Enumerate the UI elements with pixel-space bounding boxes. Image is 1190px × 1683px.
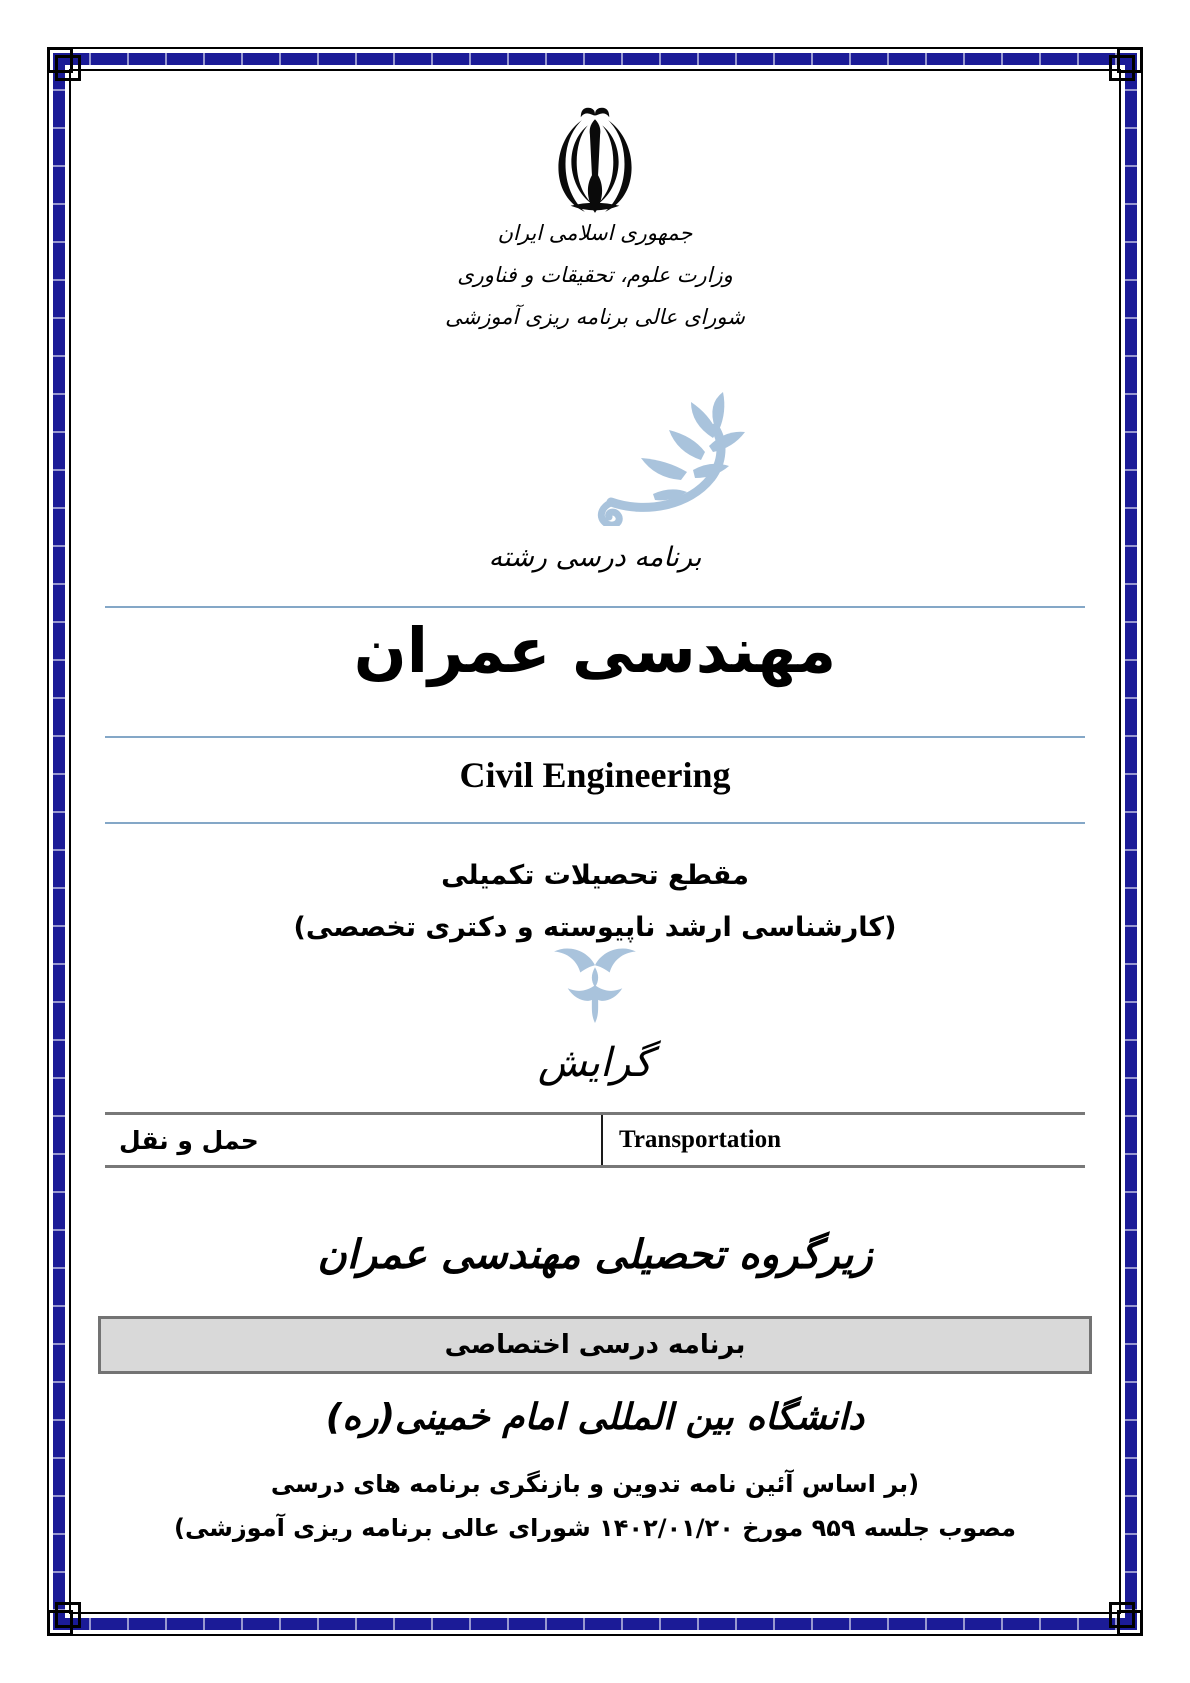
orientation-table — [105, 1112, 1085, 1168]
page-border-band-top — [53, 53, 1137, 65]
gov-line-ministry: وزارت علوم، تحقیقات و فناوری — [457, 263, 733, 287]
orientation-cell-fa: حمل و نقل — [119, 1125, 259, 1155]
orientation-label: گرایش — [537, 1040, 653, 1086]
banner-label: برنامه درسی اختصاصی — [444, 1330, 746, 1360]
university-line: دانشگاه بین المللی امام خمینی(ره) — [325, 1397, 865, 1438]
corner-knot-bottom-left-inner — [55, 1602, 81, 1628]
gov-line-council: شورای عالی برنامه ریزی آموزشی — [445, 305, 745, 329]
divider-rule-1 — [105, 606, 1085, 608]
approval-note-line-1: (بر اساس آئین نامه تدوین و بازنگری برنامه های درسی — [270, 1470, 920, 1498]
gov-line-republic: جمهوری اسلامی ایران — [497, 221, 693, 245]
corner-knot-bottom-right-inner — [1109, 1602, 1135, 1628]
degree-level-line: مقطع تحصیلات تکمیلی — [441, 860, 749, 891]
orientation-cell-en: Transportation — [601, 1115, 1085, 1165]
floral-flourish-icon — [0, 386, 1190, 526]
banner-specialized-curriculum — [98, 1316, 1092, 1374]
divider-rule-2 — [105, 736, 1085, 738]
page-title-fa: مهندسی عمران — [353, 614, 837, 687]
page-border-band-bottom — [53, 1618, 1137, 1630]
page-title-en: Civil Engineering — [459, 755, 731, 795]
divider-rule-3 — [105, 822, 1085, 824]
program-label: برنامه درسی رشته — [488, 542, 702, 573]
page-border-inner-line — [69, 69, 1121, 1614]
iran-emblem-icon — [0, 104, 1190, 220]
degree-detail-line: (کارشناسی ارشد ناپیوسته و دکتری تخصصی) — [293, 912, 897, 943]
corner-knot-top-left-inner — [55, 55, 81, 81]
corner-knot-top-right-inner — [1109, 55, 1135, 81]
floral-bud-icon — [0, 940, 1190, 1024]
subgroup-line: زیرگروه تحصیلی مهندسی عمران — [317, 1232, 873, 1278]
approval-note-line-2: مصوب جلسه ۹۵۹ مورخ ۱۴۰۲/۰۱/۲۰ شورای عالی برنامه ریزی آموزشی) — [174, 1514, 1016, 1542]
